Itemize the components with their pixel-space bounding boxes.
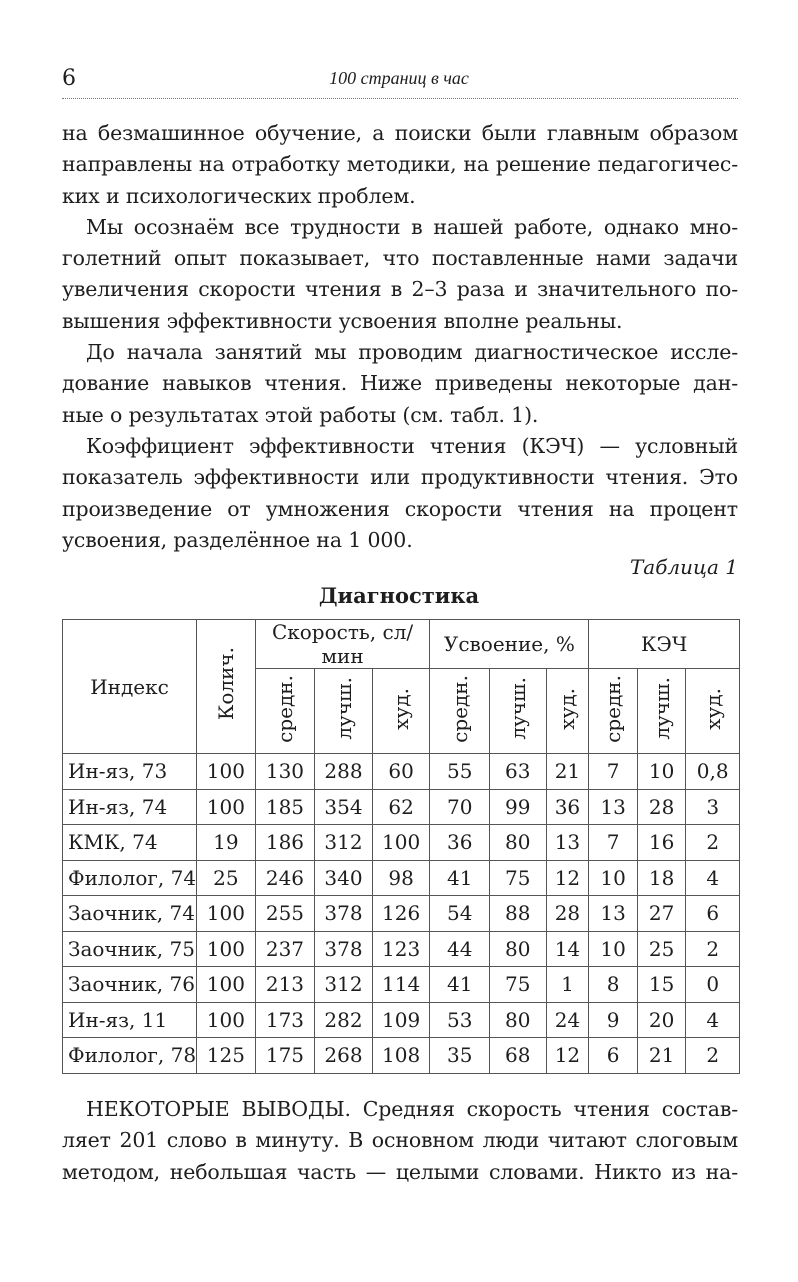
row-index-cell: Заочник, 76 bbox=[63, 967, 197, 1003]
table-cell: 268 bbox=[315, 1038, 373, 1074]
table-cell: 173 bbox=[255, 1002, 315, 1038]
page-number: 6 bbox=[62, 66, 76, 91]
header-count bbox=[197, 620, 256, 754]
table-cell: 237 bbox=[255, 931, 315, 967]
header-speed: Скорость, сл/мин bbox=[255, 620, 430, 669]
table-cell: 0,8 bbox=[686, 754, 740, 790]
table-cell: 35 bbox=[430, 1038, 490, 1074]
table-cell: 13 bbox=[589, 896, 638, 932]
table-cell: 378 bbox=[315, 896, 373, 932]
table-cell: 255 bbox=[255, 896, 315, 932]
table-cell: 7 bbox=[589, 825, 638, 861]
running-title: 100 страниц в час bbox=[329, 68, 469, 88]
table-cell: 4 bbox=[686, 860, 740, 896]
text-line: усвоения, разделённое на 1 000. bbox=[62, 527, 413, 552]
table-cell: 10 bbox=[589, 931, 638, 967]
table-cell: 88 bbox=[489, 896, 546, 932]
text-line: голетний опыт показывает, что поставленные нами задачи bbox=[62, 246, 738, 271]
table-cell: 80 bbox=[489, 931, 546, 967]
table-cell: 312 bbox=[315, 967, 373, 1003]
table-cell: 282 bbox=[315, 1002, 373, 1038]
subheader-cell bbox=[315, 669, 373, 754]
row-index-cell: Ин-яз, 73 bbox=[63, 754, 197, 790]
table-cell: 100 bbox=[197, 789, 256, 825]
header-count-label: Колич. bbox=[213, 647, 238, 721]
subheader-label: лучш. bbox=[331, 677, 356, 740]
header-absorption: Усвоение, % bbox=[430, 620, 589, 669]
text-line: ные о результатах этой работы (см. табл. 1). bbox=[62, 402, 539, 427]
text-line: методом, небольшая часть — целыми словами. Никто из на- bbox=[62, 1159, 738, 1184]
table-cell: 3 bbox=[686, 789, 740, 825]
table-row bbox=[63, 825, 740, 861]
subheader-cell bbox=[546, 669, 589, 754]
table-cell: 378 bbox=[315, 931, 373, 967]
subheader-cell bbox=[637, 669, 686, 754]
table-cell: 41 bbox=[430, 860, 490, 896]
table-cell: 15 bbox=[637, 967, 686, 1003]
table-cell: 14 bbox=[546, 931, 589, 967]
table-cell: 80 bbox=[489, 1002, 546, 1038]
table-cell: 75 bbox=[489, 860, 546, 896]
subheader-label: лучш. bbox=[649, 677, 674, 740]
table-cell: 8 bbox=[589, 967, 638, 1003]
table-cell: 68 bbox=[489, 1038, 546, 1074]
table-cell: 100 bbox=[372, 825, 430, 861]
table-cell: 53 bbox=[430, 1002, 490, 1038]
subheader-cell bbox=[255, 669, 315, 754]
text-line: ких и психологических проблем. bbox=[62, 183, 416, 208]
table-row bbox=[63, 896, 740, 932]
table-cell: 109 bbox=[372, 1002, 430, 1038]
table-cell: 126 bbox=[372, 896, 430, 932]
table-title: Диагностика bbox=[318, 583, 480, 608]
row-index-cell: Филолог, 78 bbox=[63, 1038, 197, 1074]
row-index-cell: Заочник, 74 bbox=[63, 896, 197, 932]
table-cell: 4 bbox=[686, 1002, 740, 1038]
table-cell: 18 bbox=[637, 860, 686, 896]
table-cell: 100 bbox=[197, 1002, 256, 1038]
table-cell: 12 bbox=[546, 1038, 589, 1074]
table-cell: 41 bbox=[430, 967, 490, 1003]
table-cell: 27 bbox=[637, 896, 686, 932]
table-cell: 12 bbox=[546, 860, 589, 896]
table-cell: 6 bbox=[589, 1038, 638, 1074]
text-line: ляет 201 слово в минуту. В основном люди читают слоговым bbox=[62, 1128, 738, 1153]
table-cell: 312 bbox=[315, 825, 373, 861]
subheader-cell bbox=[430, 669, 490, 754]
table-cell: 354 bbox=[315, 789, 373, 825]
header-kech: КЭЧ bbox=[589, 620, 740, 669]
table-cell: 100 bbox=[197, 896, 256, 932]
table-row bbox=[63, 860, 740, 896]
table-cell: 19 bbox=[197, 825, 256, 861]
table-cell: 21 bbox=[546, 754, 589, 790]
subheader-cell bbox=[372, 669, 430, 754]
table-cell: 7 bbox=[589, 754, 638, 790]
text-line: До начала занятий мы проводим диагностическое иссле- bbox=[86, 340, 738, 365]
table-cell: 100 bbox=[197, 967, 256, 1003]
text-line: дование навыков чтения. Ниже приведены некоторые дан- bbox=[62, 371, 738, 396]
table-cell: 10 bbox=[637, 754, 686, 790]
table-cell: 185 bbox=[255, 789, 315, 825]
text-line: вышения эффективности усвоения вполне реальны. bbox=[62, 308, 623, 333]
conclusion-text bbox=[62, 1094, 738, 1188]
text-line: увеличения скорости чтения в 2–3 раза и значительного по- bbox=[62, 277, 738, 302]
subheader-cell bbox=[686, 669, 740, 754]
table-cell: 44 bbox=[430, 931, 490, 967]
table-cell: 99 bbox=[489, 789, 546, 825]
header-divider bbox=[62, 98, 738, 99]
table-cell: 60 bbox=[372, 754, 430, 790]
table-cell: 100 bbox=[197, 754, 256, 790]
table-cell: 125 bbox=[197, 1038, 256, 1074]
text-line: Мы осознаём все трудности в нашей работе, однако мно- bbox=[86, 214, 738, 239]
table-cell: 130 bbox=[255, 754, 315, 790]
table-cell: 54 bbox=[430, 896, 490, 932]
table-cell: 10 bbox=[589, 860, 638, 896]
table-row bbox=[63, 789, 740, 825]
table-row bbox=[63, 931, 740, 967]
subheader-label: средн. bbox=[447, 674, 472, 743]
row-index-cell: Ин-яз, 74 bbox=[63, 789, 197, 825]
table-row bbox=[63, 1002, 740, 1038]
table-cell: 6 bbox=[686, 896, 740, 932]
table-cell: 1 bbox=[546, 967, 589, 1003]
table-row bbox=[63, 967, 740, 1003]
table-cell: 20 bbox=[637, 1002, 686, 1038]
table-row bbox=[63, 1038, 740, 1074]
table-caption: Таблица 1 bbox=[629, 555, 738, 579]
table-cell: 55 bbox=[430, 754, 490, 790]
table-row bbox=[63, 754, 740, 790]
table-cell: 186 bbox=[255, 825, 315, 861]
table-cell: 2 bbox=[686, 825, 740, 861]
body-text bbox=[62, 118, 738, 556]
subheader-label: средн. bbox=[272, 674, 297, 743]
table-cell: 25 bbox=[637, 931, 686, 967]
table-cell: 108 bbox=[372, 1038, 430, 1074]
table-cell: 340 bbox=[315, 860, 373, 896]
table-cell: 63 bbox=[489, 754, 546, 790]
subheader-label: худ. bbox=[700, 687, 725, 730]
table-cell: 0 bbox=[686, 967, 740, 1003]
table-cell: 213 bbox=[255, 967, 315, 1003]
table-cell: 123 bbox=[372, 931, 430, 967]
table-cell: 28 bbox=[637, 789, 686, 825]
subheader-label: худ. bbox=[389, 687, 414, 730]
text-line: направлены на отработку методики, на решение педагогичес- bbox=[62, 152, 738, 177]
text-line: на безмашинное обучение, а поиски были главным образом bbox=[62, 121, 738, 145]
table-cell: 25 bbox=[197, 860, 256, 896]
table-cell: 13 bbox=[546, 825, 589, 861]
table-cell: 28 bbox=[546, 896, 589, 932]
table-cell: 24 bbox=[546, 1002, 589, 1038]
text-line: НЕКОТОРЫЕ ВЫВОДЫ. Средняя скорость чтения состав- bbox=[86, 1097, 738, 1121]
row-index-cell: КМК, 74 bbox=[63, 825, 197, 861]
table-cell: 16 bbox=[637, 825, 686, 861]
diagnostics-table bbox=[62, 619, 740, 1074]
row-index-cell: Филолог, 74 bbox=[63, 860, 197, 896]
row-index-cell: Ин-яз, 11 bbox=[63, 1002, 197, 1038]
subheader-label: худ. bbox=[555, 687, 580, 730]
text-line: показатель эффективности или продуктивности чтения. Это bbox=[62, 465, 738, 490]
table-cell: 2 bbox=[686, 931, 740, 967]
text-line: произведение от умножения скорости чтения на процент bbox=[62, 496, 738, 521]
text-line: Коэффициент эффективности чтения (КЭЧ) — условный bbox=[86, 433, 738, 458]
table-cell: 288 bbox=[315, 754, 373, 790]
table-cell: 100 bbox=[197, 931, 256, 967]
table-cell: 80 bbox=[489, 825, 546, 861]
row-index-cell: Заочник, 75 bbox=[63, 931, 197, 967]
table-cell: 62 bbox=[372, 789, 430, 825]
table-cell: 114 bbox=[372, 967, 430, 1003]
table-cell: 13 bbox=[589, 789, 638, 825]
table-cell: 9 bbox=[589, 1002, 638, 1038]
table-cell: 2 bbox=[686, 1038, 740, 1074]
table-cell: 246 bbox=[255, 860, 315, 896]
table-cell: 70 bbox=[430, 789, 490, 825]
subheader-label: лучш. bbox=[505, 677, 530, 740]
subheader-cell bbox=[489, 669, 546, 754]
subheader-cell bbox=[589, 669, 638, 754]
table-cell: 36 bbox=[546, 789, 589, 825]
table-cell: 98 bbox=[372, 860, 430, 896]
subheader-label: средн. bbox=[601, 674, 626, 743]
table-cell: 36 bbox=[430, 825, 490, 861]
table-cell: 21 bbox=[637, 1038, 686, 1074]
header-index: Индекс bbox=[63, 620, 197, 754]
table-cell: 175 bbox=[255, 1038, 315, 1074]
table-cell: 75 bbox=[489, 967, 546, 1003]
